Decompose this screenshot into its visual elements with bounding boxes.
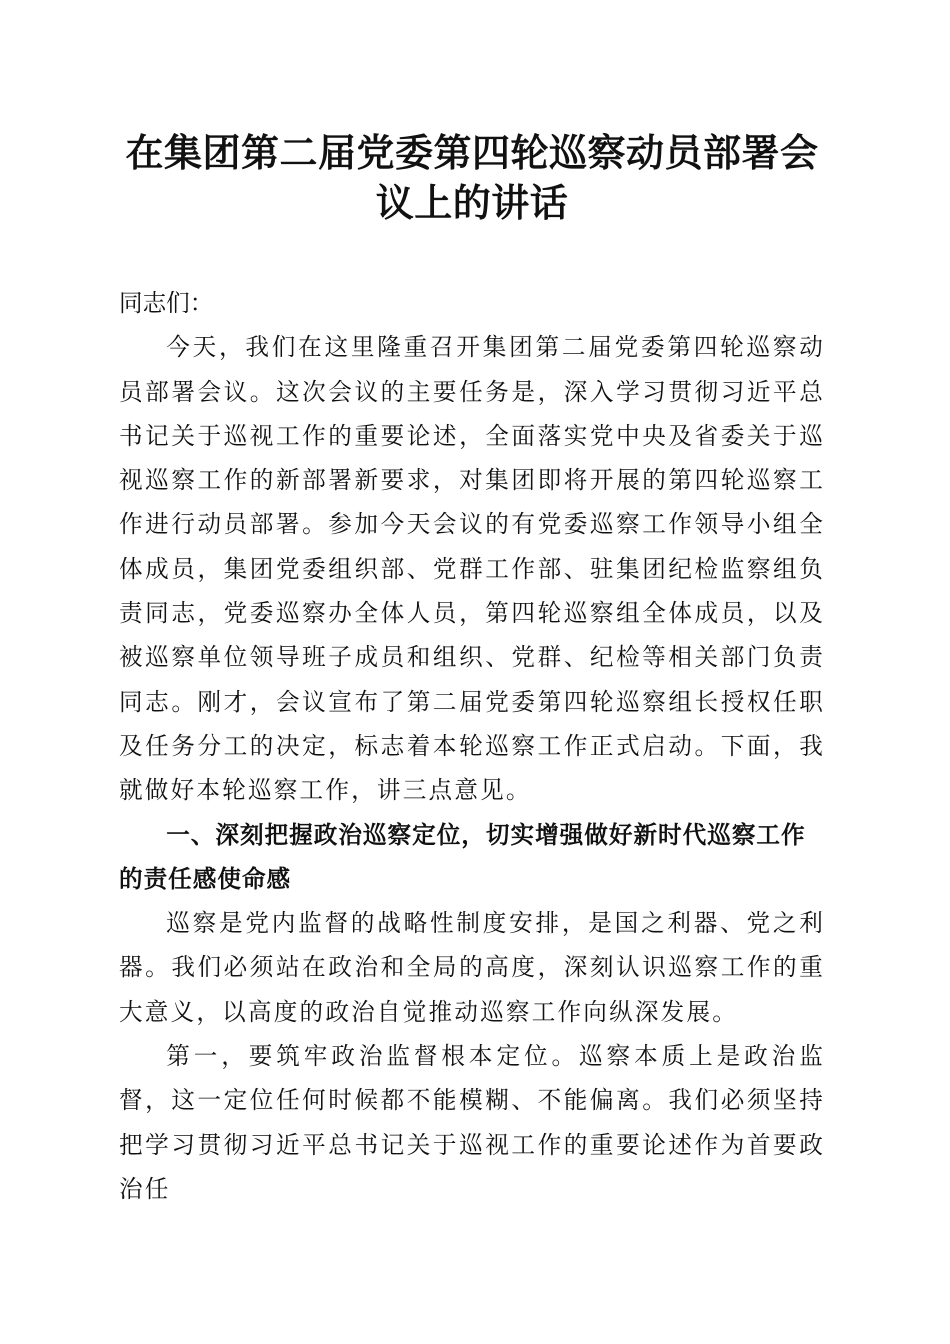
point-1-lead: 第一，要筑牢政治监督根本定位。: [166, 1042, 580, 1071]
document-page: [119, 128, 825, 1211]
salutation: 同志们：: [119, 289, 214, 317]
paragraph-intro: 今天，我们在这里隆重召开集团第二届党委第四轮巡察动员部署会议。这次会议的主要任务是，深入学习贯彻习近平总书记关于巡视工作的重要论述，全面落实党中央及省委关于巡视巡察工作的新部署新要求，对集团即将开展的第四轮巡察工作进行动员部署。参加今天会议的有党委巡察工作领导小组全体成员，集团党委组织部、党群工作部、驻集团纪检监察组负责同志，党委巡察办全体人员，第四轮巡察组全体成员，以及被巡察单位领导班子成员和组织、党群、纪检等相关部门负责同志。刚才，会议宣布了第二届党委第四轮巡察组长授权任职及任务分工的决定，标志着本轮巡察工作正式启动。下面，我就做好本轮巡察工作，讲三点意见。: [119, 333, 825, 805]
document-title: 在集团第二届党委第四轮巡察动员部署会议上的讲话: [125, 130, 819, 225]
point-1-text: 巡察本质上是政治监督，这一定位任何时候都不能模糊、不能偏离。我们必须坚持把学习贯彻习近平总书记关于巡视工作的重要论述作为首要政治任: [119, 1042, 826, 1203]
paragraph-point-1: [119, 1034, 825, 1211]
section-heading-1: 一、深刻把握政治巡察定位，切实增强做好新时代巡察工作的责任感使命感: [119, 820, 806, 893]
paragraph-section-1: 巡察是党内监督的战略性制度安排，是国之利器、党之利器。我们必须站在政治和全局的高度，深刻认识巡察工作的重大意义，以高度的政治自觉推动巡察工作向纵深发展。: [119, 909, 825, 1026]
document-body: [119, 281, 825, 1211]
